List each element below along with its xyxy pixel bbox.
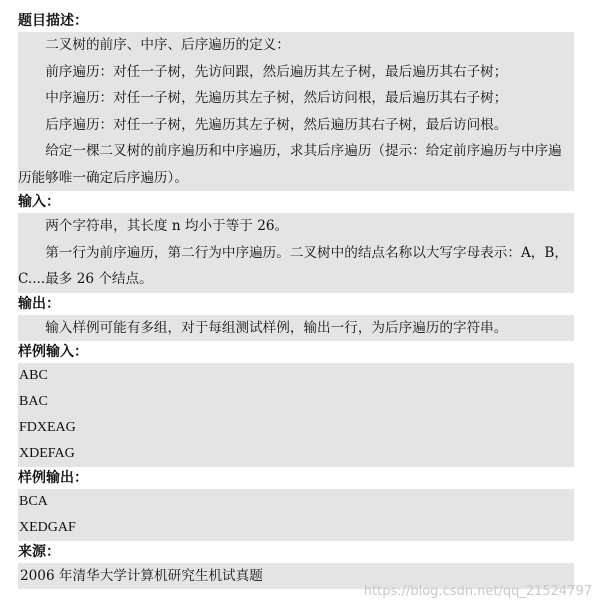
output-heading: 输出： [18, 295, 60, 312]
description-heading: 题目描述： [18, 13, 88, 29]
input-para-2: 第一行为前序遍历，第二行为中序遍历。二叉树中的结点名称以大写字母表示：A，B，C....最多 26 个结点。 [18, 244, 568, 287]
sample-input-line-3: FDXEAG [19, 420, 76, 435]
description-para-5: 给定一棵二叉树的前序遍历和中序遍历，求其后序遍历（提示：给定前序遍历与中序遍历能够唯一确定后序遍历）。 [18, 143, 562, 186]
description-box [18, 32, 574, 191]
sample-output-line-2: XEDGAF [19, 520, 76, 535]
description-para-1: 二叉树的前序、中序、后序遍历的定义： [45, 37, 290, 53]
description-para-4: 后序遍历：对任一子树，先遍历其左子树，然后遍历其右子树，最后访问根。 [45, 116, 508, 133]
output-para-1: 输入样例可能有多组，对于每组测试样例，输出一行，为后序遍历的字符串。 [45, 319, 508, 336]
input-para-1: 两个字符串，其长度 n 均小于等于 26。 [45, 218, 289, 234]
sample-input-line-4: XDEFAG [19, 446, 75, 461]
input-heading: 输入： [18, 194, 60, 210]
sample-input-line-2: BAC [19, 394, 48, 409]
sample-output-line-1: BCA [19, 494, 48, 509]
sample-input-heading: 样例输入： [18, 344, 88, 360]
sample-output-box [18, 489, 574, 541]
problem-page [18, 10, 574, 589]
input-box [18, 213, 574, 293]
sample-input-box [18, 363, 574, 467]
watermark-text: https://blog.csdn.net/qq_21524797 [363, 584, 592, 599]
source-heading: 来源： [18, 544, 60, 560]
description-para-2: 前序遍历：对任一子树，先访问跟，然后遍历其左子树，最后遍历其右子树； [45, 63, 508, 80]
sample-output-heading: 样例输出： [18, 470, 88, 486]
description-para-3: 中序遍历：对任一子树，先遍历其左子树，然后访问根，最后遍历其右子树； [45, 90, 508, 106]
output-box [18, 315, 574, 342]
source-text: 2006 年清华大学计算机研究生机试真题 [20, 568, 263, 584]
sample-input-line-1: ABC [19, 368, 48, 383]
